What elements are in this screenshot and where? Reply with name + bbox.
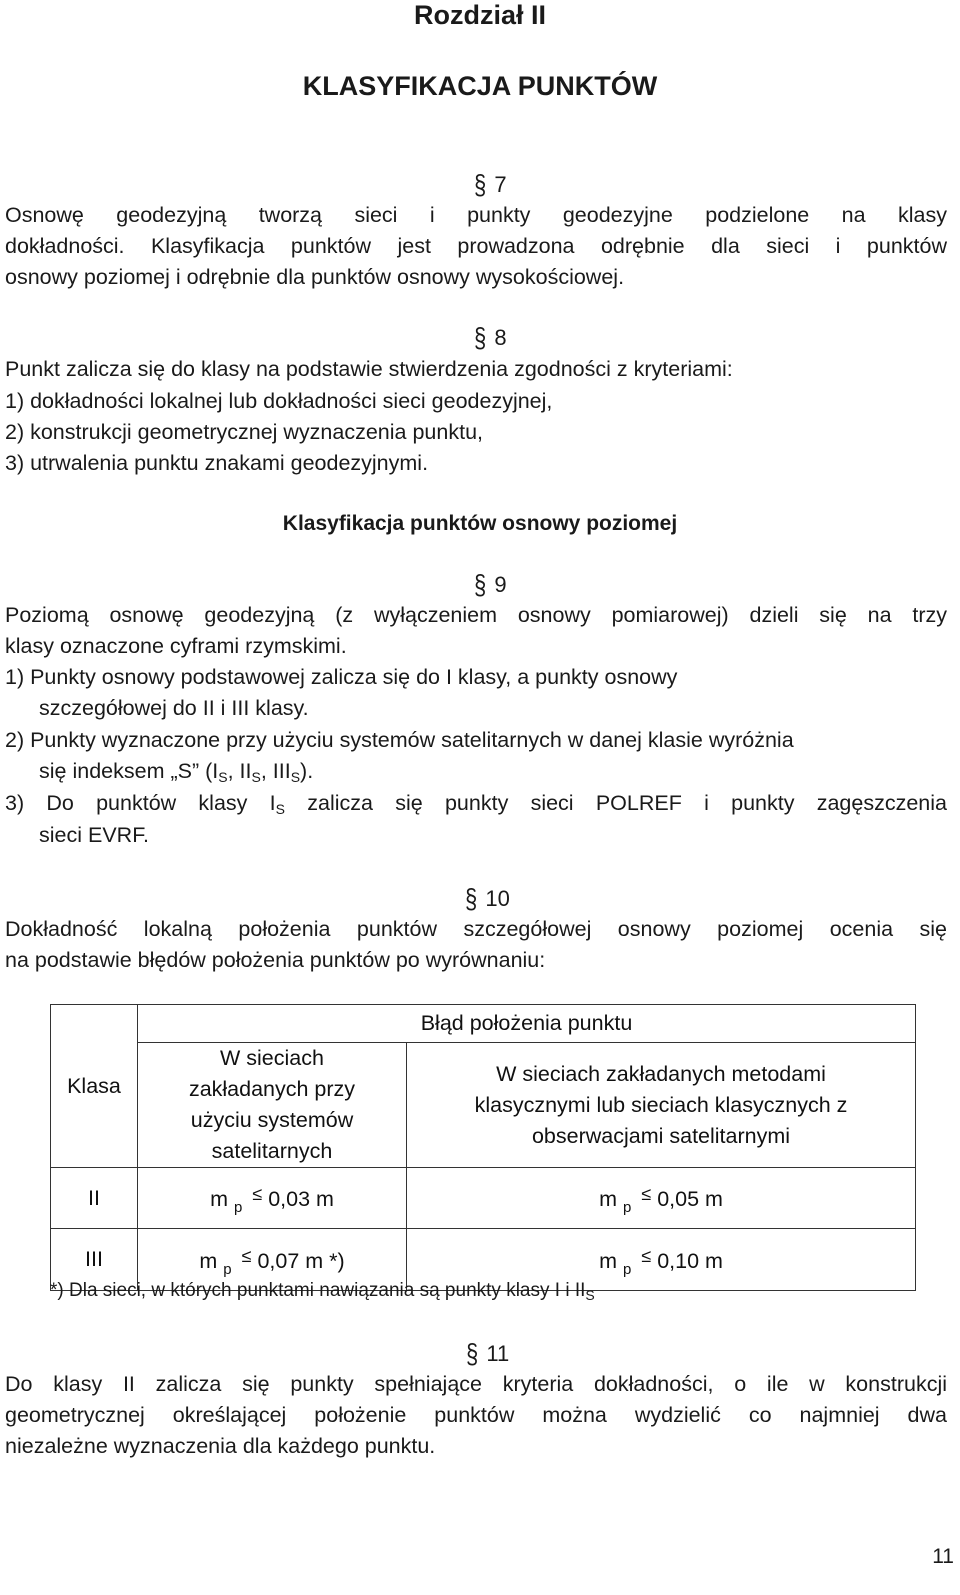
section-8-heading [474,321,507,353]
cell-value: 0,05 m [657,1187,723,1211]
subscript-p: p [622,1260,632,1278]
cell-value: 0,10 m [657,1248,723,1273]
section-10-line: na podstawie błędów położenia punktów po wyrównaniu: [5,948,546,972]
subscript-p: p [233,1199,243,1216]
subscript-p: p [622,1199,632,1216]
section-number: 11 [486,1341,510,1366]
section-10-line: Dokładność lokalną położenia punktów szczegółowej osnowy poziomej ocenia się [5,917,947,941]
section-9-item: sieci EVRF. [39,823,149,847]
section-number: 9 [494,572,507,597]
cell-value: 0,03 m [268,1187,334,1211]
text-fragment: , II [227,759,252,783]
section-7-line: dokładności. Klasyfikacja punktów jest prowadzona odrębnie dla sieci i punktów [5,234,947,258]
section-9-item: szczegółowej do II i III klasy. [39,696,309,720]
subscript: S [251,769,261,785]
subscript: S [585,1287,595,1303]
text-fragment: się indeksem „S” (I [39,759,219,783]
section-number: 10 [485,886,510,911]
header-line: użyciu systemów [190,1108,354,1132]
table-cell-classic [407,1168,916,1229]
chapter-number: Rozdział II [413,0,546,30]
section-7-heading [474,168,507,200]
section-9-item: 2) Punkty wyznaczone przy użyciu systemów satelitarnych w danej klasie wyróżnia [5,728,794,752]
header-line: W sieciach [220,1046,324,1070]
text-fragment: , III [260,759,291,783]
less-equal-sign: ≤ [241,1245,252,1266]
table-cell-class: III [51,1229,138,1291]
subscript: S [290,769,301,785]
text-fragment: 3) Do punktów klasy I [5,791,276,815]
less-equal-sign: ≤ [641,1245,652,1266]
section-9-heading [474,568,507,600]
table-row [51,1168,916,1229]
footnote-text: *) Dla sieci, w których punktami nawiązania są punkty klasy I i II [50,1280,586,1301]
subscript: S [275,801,285,817]
header-line: W sieciach zakładanych metodami [496,1061,826,1086]
text-fragment: zalicza się punkty sieci POLREF i punkty zagęszczenia [307,791,948,815]
header-line: obserwacjami satelitarnymi [531,1123,791,1148]
less-equal-sign: ≤ [252,1184,263,1204]
section-number: 8 [494,325,507,350]
section-11-line: Do klasy II zalicza się punkty spełniające kryteria dokładności, o ile w konstrukcji [5,1372,947,1396]
table-header-main: Błąd położenia punktu [138,1005,916,1043]
less-equal-sign: ≤ [641,1184,652,1204]
section-symbol: § [474,168,487,200]
section-8-item: 1) dokładności lokalnej lub dokładności sieci geodezyjnej, [5,389,553,413]
section-number: 7 [494,172,507,197]
section-7-line: osnowy poziomej i odrębnie dla punktów osnowy wysokościowej. [5,265,625,289]
section-11-line: geometrycznej określającej położenie punktów można wydzielić co najmniej dwa [5,1403,947,1427]
section-10-heading [465,882,510,914]
section-8-item: 3) utrwalenia punktu znakami geodezyjnymi. [5,451,429,475]
section-9-line: klasy oznaczone cyframi rzymskimi. [5,634,347,658]
chapter-title: KLASYFIKACJA PUNKTÓW [302,71,658,101]
section-9-line: Poziomą osnowę geodezyjną (z wyłączeniem osnowy pomiarowej) dzieli się na trzy [5,603,947,627]
symbol-m: m [210,1187,228,1211]
table-header-class: Klasa [51,1005,138,1168]
section-9-item [5,791,947,816]
section-symbol: § [474,321,487,353]
symbol-m: m [599,1248,617,1273]
symbol-m: m [599,1187,617,1211]
cell-value: 0,07 m *) [257,1248,345,1273]
header-line: zakładanych przy [188,1077,356,1101]
section-11-line: niezależne wyznaczenia dla każdego punktu. [5,1434,436,1458]
page-number: 11 [932,1545,954,1568]
table-header-satellite [138,1043,407,1168]
section-8-item: 2) konstrukcji geometrycznej wyznaczenia punktu, [5,420,483,444]
table-footnote [50,1280,595,1302]
accuracy-table [50,1004,916,1291]
section-symbol: § [466,1337,479,1369]
text-fragment: ). [300,759,314,783]
section-symbol: § [465,882,478,914]
table-cell-class: II [51,1168,138,1229]
subheading: Klasyfikacja punktów osnowy poziomej [282,512,678,535]
subscript: S [218,769,228,785]
section-8-intro: Punkt zalicza się do klasy na podstawie stwierdzenia zgodności z kryteriami: [5,357,733,381]
section-symbol: § [474,568,487,600]
section-9-item [39,759,313,784]
header-line: klasycznymi lub sieciach klasycznych z [474,1092,848,1117]
table-cell-satellite [138,1168,407,1229]
symbol-m: m [199,1248,218,1273]
header-line: satelitarnych [211,1139,333,1163]
section-7-line: Osnowę geodezyjną tworzą sieci i punkty geodezyjne podzielone na klasy [5,203,947,227]
section-9-item: 1) Punkty osnowy podstawowej zalicza się do I klasy, a punkty osnowy [5,665,678,689]
subscript-p: p [223,1260,232,1278]
section-11-heading [466,1337,510,1369]
table-header-classic [407,1043,916,1168]
